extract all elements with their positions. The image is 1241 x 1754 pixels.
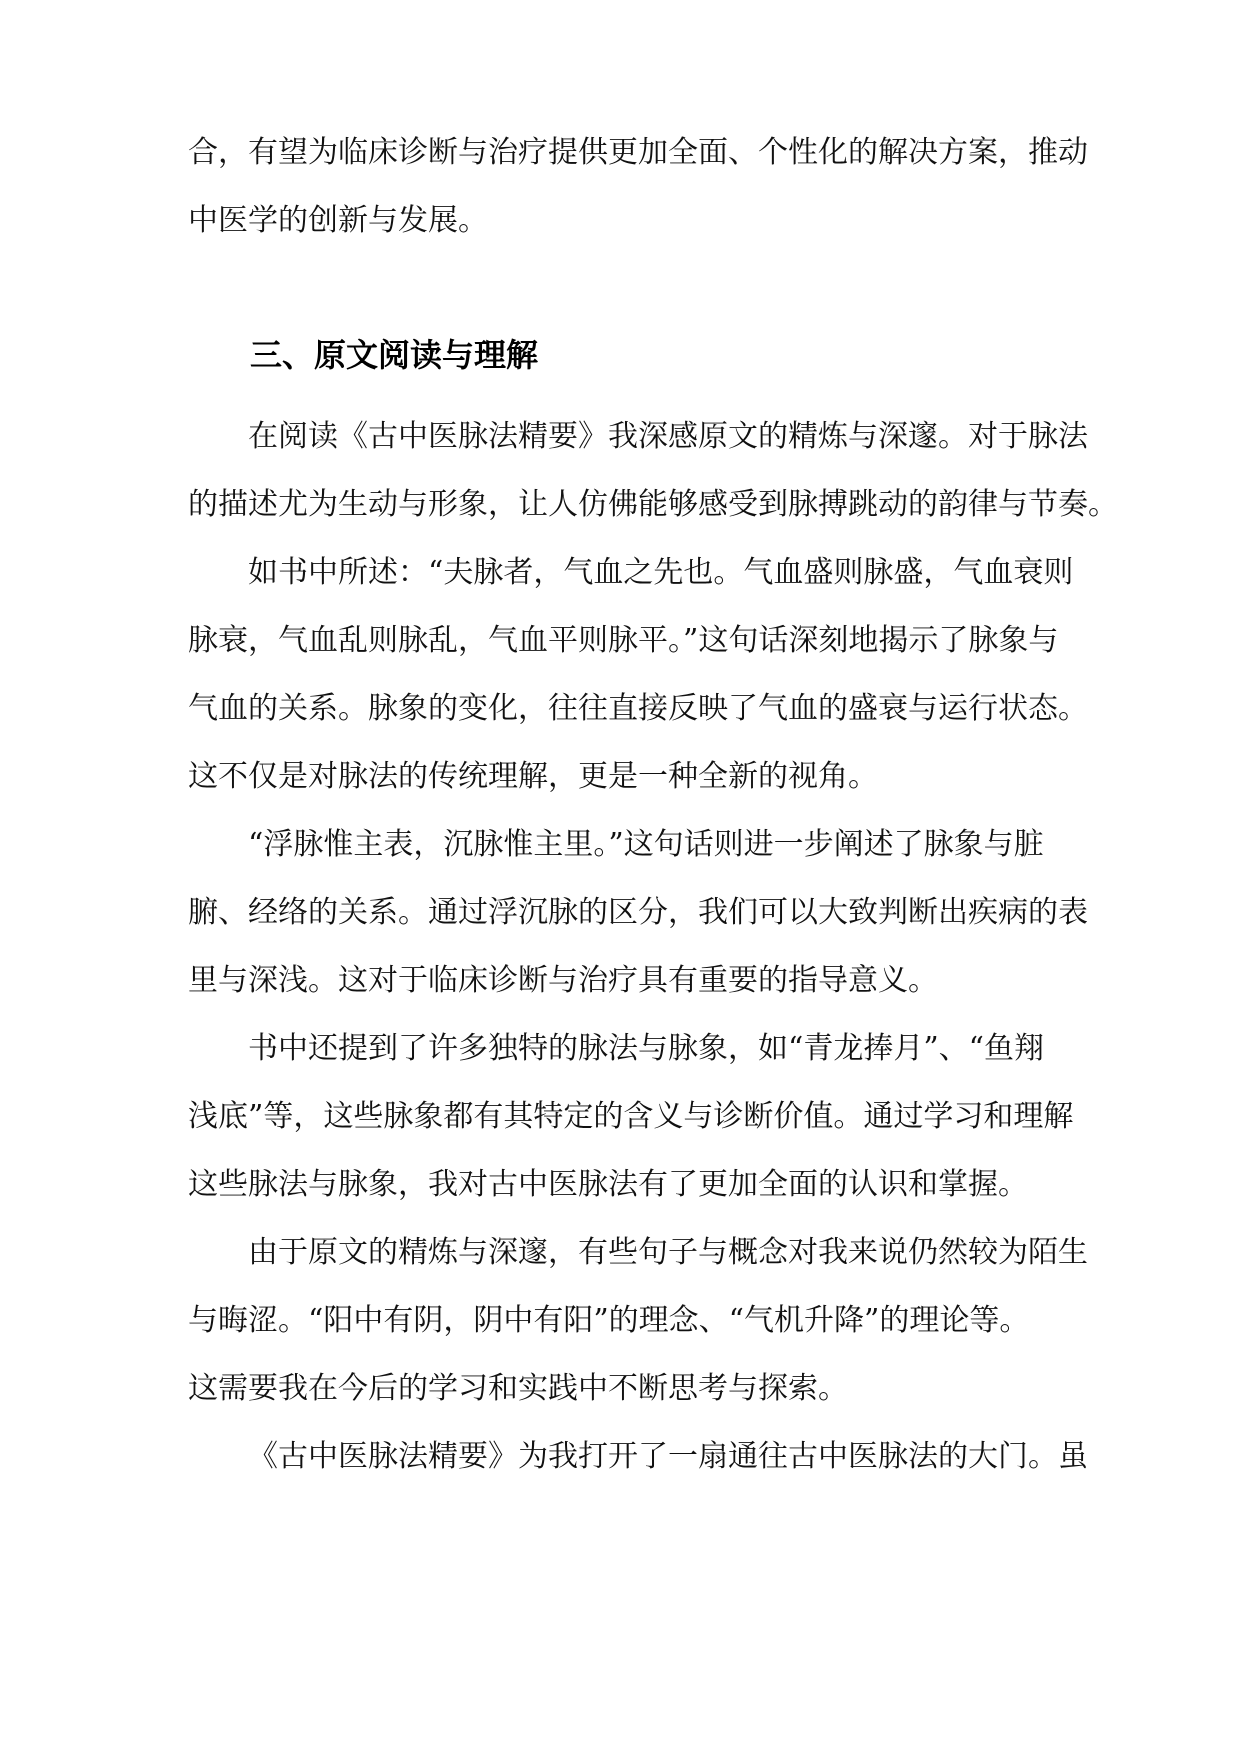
text-line-1: 合，有望为临床诊断与治疗提供更加全面、个性化的解决方案，推动: [188, 135, 1088, 170]
paragraph-line: “浮脉惟主表，沉脉惟主里。”这句话则进一步阐述了脉象与脏: [248, 827, 1044, 862]
paragraph-line: 这些脉法与脉象，我对古中医脉法有了更加全面的认识和掌握。: [188, 1167, 1028, 1202]
paragraph-line: 腑、经络的关系。通过浮沉脉的区分，我们可以大致判断出疾病的表: [188, 895, 1088, 930]
paragraph-line: 书中还提到了许多独特的脉法与脉象，如“青龙捧月”、“鱼翔: [248, 1031, 1045, 1066]
paragraph-line: 这需要我在今后的学习和实践中不断思考与探索。: [188, 1371, 848, 1406]
paragraph-line: 浅底”等，这些脉象都有其特定的含义与诊断价值。通过学习和理解: [188, 1099, 1074, 1134]
paragraph-line: 与晦涩。“阳中有阴，阴中有阳”的理念、“气机升降”的理论等。: [188, 1303, 1030, 1338]
paragraph-line: 如书中所述：“夫脉者，气血之先也。气血盛则脉盛，气血衰则: [248, 555, 1074, 590]
paragraph-line: 在阅读《古中医脉法精要》我深感原文的精炼与深邃。对于脉法: [248, 419, 1088, 454]
paragraph-line: 《古中医脉法精要》为我打开了一扇通往古中医脉法的大门。虽: [248, 1439, 1088, 1474]
paragraph-line: 由于原文的精炼与深邃，有些句子与概念对我来说仍然较为陌生: [248, 1235, 1088, 1270]
paragraph-line: 脉衰，气血乱则脉乱，气血平则脉平。”这句话深刻地揭示了脉象与: [188, 623, 1059, 658]
paragraph-line: 气血的关系。脉象的变化，往往直接反映了气血的盛衰与运行状态。: [188, 691, 1088, 726]
paragraph-line: 的描述尤为生动与形象，让人仿佛能够感受到脉搏跳动的韵律与节奏。: [188, 487, 1118, 522]
section-heading: 三、原文阅读与理解: [250, 336, 539, 374]
paragraph-line: 里与深浅。这对于临床诊断与治疗具有重要的指导意义。: [188, 963, 938, 998]
text-line-2: 中医学的创新与发展。: [188, 203, 488, 238]
paragraph-line: 这不仅是对脉法的传统理解，更是一种全新的视角。: [188, 759, 878, 794]
